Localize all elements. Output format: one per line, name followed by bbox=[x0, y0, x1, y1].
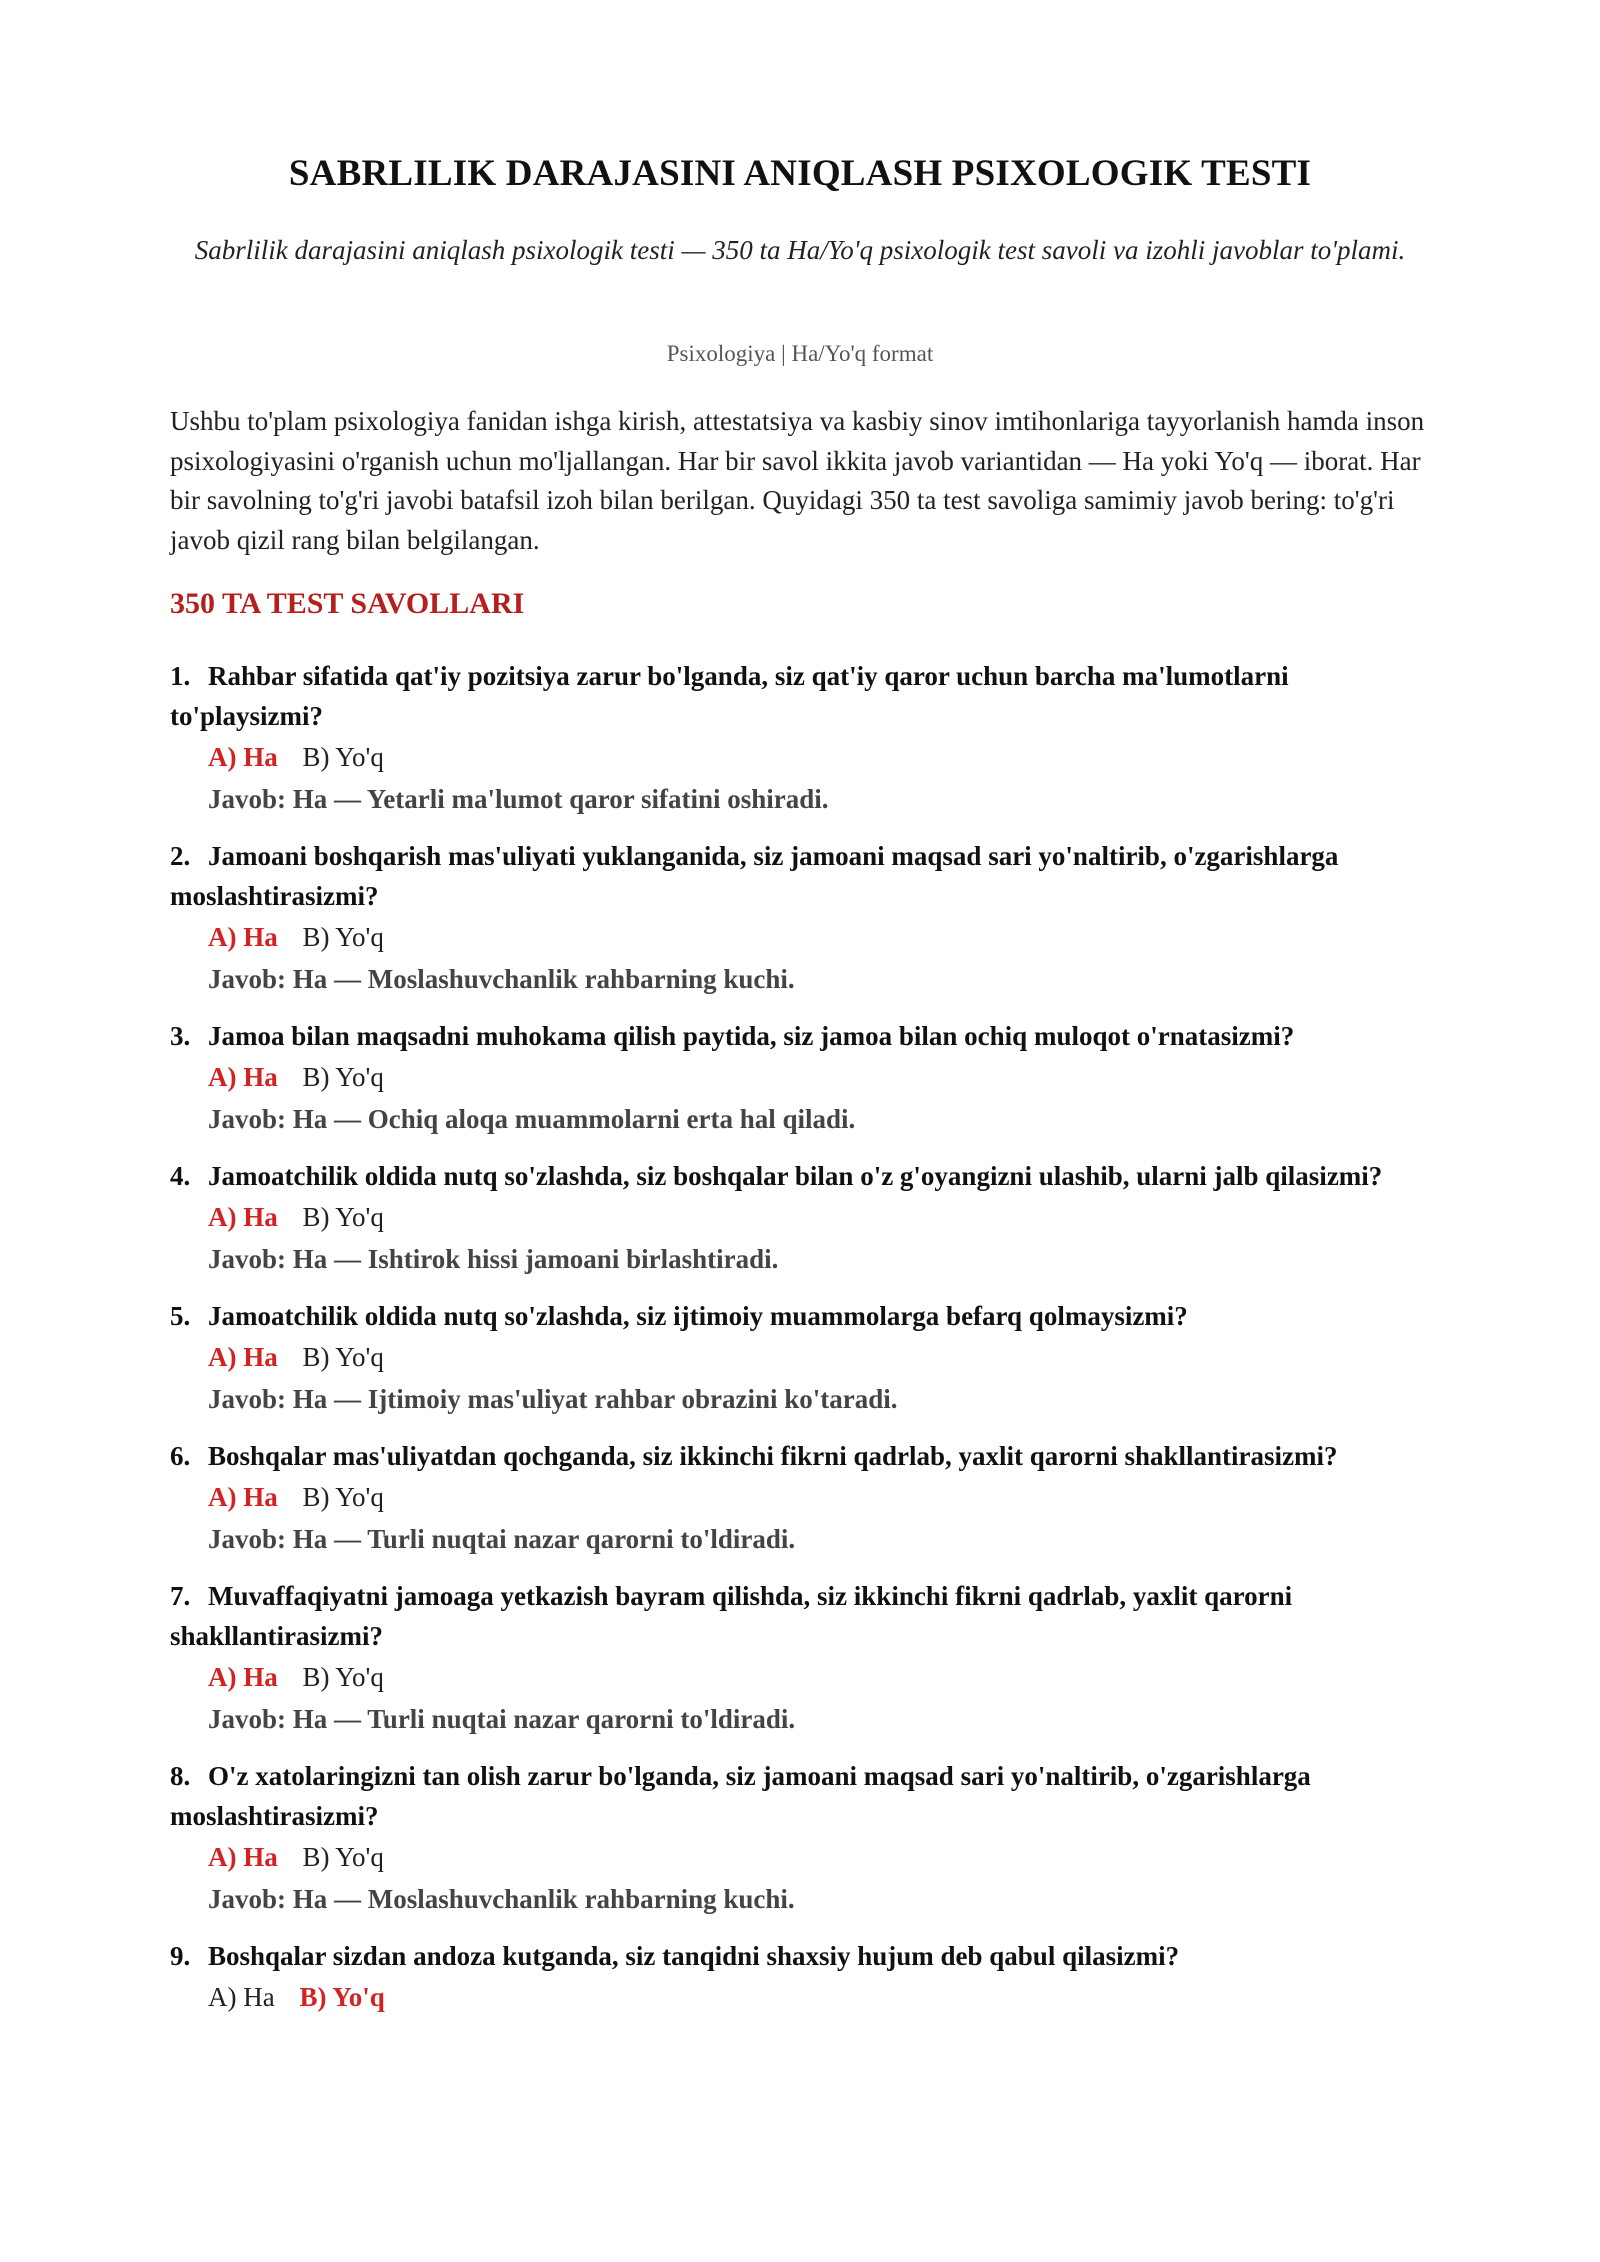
option-a[interactable]: A) Ha bbox=[208, 922, 278, 952]
question-text: Jamoani boshqarish mas'uliyati yuklanganida, siz jamoani maqsad sari yo'naltirib, o'zgarishlarga moslashtirasizmi? bbox=[170, 841, 1339, 911]
option-a[interactable]: A) Ha bbox=[208, 1662, 278, 1692]
option-b[interactable]: B) Yo'q bbox=[302, 1202, 384, 1232]
question-number: 4. bbox=[170, 1161, 191, 1191]
option-a[interactable]: A) Ha bbox=[208, 1842, 278, 1872]
question-number: 8. bbox=[170, 1761, 191, 1791]
question-item bbox=[170, 1436, 1440, 1560]
option-b[interactable]: B) Yo'q bbox=[302, 1662, 384, 1692]
option-b[interactable]: B) Yo'q bbox=[302, 1342, 384, 1372]
answer-explanation: Javob: Ha — Ishtirok hissi jamoani birlashtiradi. bbox=[208, 1244, 779, 1274]
option-a[interactable]: A) Ha bbox=[208, 1342, 278, 1372]
question-number: 5. bbox=[170, 1301, 191, 1331]
question-list bbox=[170, 656, 1440, 2034]
question-text: Muvaffaqiyatni jamoaga yetkazish bayram qilishda, siz ikkinchi fikrni qadrlab, yaxlit qarorni shakllantirasizmi? bbox=[170, 1581, 1293, 1651]
option-a[interactable]: A) Ha bbox=[208, 1982, 275, 2012]
answer-explanation: Javob: Ha — Turli nuqtai nazar qarorni to'ldiradi. bbox=[208, 1524, 796, 1554]
answer-explanation: Javob: Ha — Ochiq aloqa muammolarni erta hal qiladi. bbox=[208, 1104, 856, 1134]
answer-options bbox=[208, 1476, 1440, 1518]
question-text: Jamoa bilan maqsadni muhokama qilish paytida, siz jamoa bilan ochiq muloqot o'rnatasizmi? bbox=[208, 1021, 1295, 1051]
question-item bbox=[170, 1016, 1440, 1140]
intro-paragraph: Ushbu to'plam psixologiya fanidan ishga kirish, attestatsiya va kasbiy sinov imtihonlariga tayyorlanish hamda inson psixologiyasini o'rganish uchun mo'ljallangan. Har bir savol ikkita javob variantidan — Ha yoki Yo'q — iborat. Har bir savolning to'g'ri javobi batafsil izoh bilan berilgan. Quyidagi 350 ta test savoliga samimiy javob bering: to'g'ri javob qizil rang bilan belgilangan. bbox=[170, 406, 1425, 555]
answer-options bbox=[208, 916, 1440, 958]
option-a[interactable]: A) Ha bbox=[208, 742, 278, 772]
answer-options bbox=[208, 1056, 1440, 1098]
section-heading: 350 TA TEST SAVOLLARI bbox=[170, 587, 525, 620]
question-item bbox=[170, 656, 1440, 820]
option-b[interactable]: B) Yo'q bbox=[302, 742, 384, 772]
option-a[interactable]: A) Ha bbox=[208, 1202, 278, 1232]
question-number: 3. bbox=[170, 1021, 191, 1051]
answer-options bbox=[208, 736, 1440, 778]
question-number: 2. bbox=[170, 841, 191, 871]
document-title: SABRLILIK DARAJASINI ANIQLASH PSIXOLOGIK TESTI bbox=[288, 153, 1312, 194]
answer-options bbox=[208, 1976, 1440, 2018]
question-text: Boshqalar sizdan andoza kutganda, siz tanqidni shaxsiy hujum deb qabul qilasizmi? bbox=[208, 1941, 1180, 1971]
question-item bbox=[170, 1576, 1440, 1740]
option-b[interactable]: B) Yo'q bbox=[302, 1482, 384, 1512]
question-item bbox=[170, 1756, 1440, 1920]
answer-explanation: Javob: Ha — Yetarli ma'lumot qaror sifatini oshiradi. bbox=[208, 784, 829, 814]
question-text: Boshqalar mas'uliyatdan qochganda, siz ikkinchi fikrni qadrlab, yaxlit qarorni shakllantirasizmi? bbox=[208, 1441, 1338, 1471]
answer-explanation: Javob: Ha — Turli nuqtai nazar qarorni to'ldiradi. bbox=[208, 1704, 796, 1734]
answer-options bbox=[208, 1196, 1440, 1238]
question-text: Jamoatchilik oldida nutq so'zlashda, siz boshqalar bilan o'z g'oyangizni ulashib, ularni jalb qilasizmi? bbox=[208, 1161, 1383, 1191]
option-a[interactable]: A) Ha bbox=[208, 1062, 278, 1092]
option-b[interactable]: B) Yo'q bbox=[299, 1982, 385, 2012]
document-category: Psixologiya | Ha/Yo'q format bbox=[666, 341, 934, 366]
question-number: 7. bbox=[170, 1581, 191, 1611]
option-a[interactable]: A) Ha bbox=[208, 1482, 278, 1512]
answer-explanation: Javob: Ha — Moslashuvchanlik rahbarning kuchi. bbox=[208, 964, 795, 994]
question-number: 6. bbox=[170, 1441, 191, 1471]
question-number: 1. bbox=[170, 661, 191, 691]
question-number: 9. bbox=[170, 1941, 191, 1971]
document-subtitle: Sabrlilik darajasini aniqlash psixologik testi — 350 ta Ha/Yo'q psixologik test savoli va izohli javoblar to'plami. bbox=[194, 235, 1406, 265]
answer-options bbox=[208, 1836, 1440, 1878]
option-b[interactable]: B) Yo'q bbox=[302, 1062, 384, 1092]
option-b[interactable]: B) Yo'q bbox=[302, 922, 384, 952]
question-item bbox=[170, 1296, 1440, 1420]
question-text: Jamoatchilik oldida nutq so'zlashda, siz ijtimoiy muammolarga befarq qolmaysizmi? bbox=[208, 1301, 1188, 1331]
question-item bbox=[170, 1156, 1440, 1280]
question-text: Rahbar sifatida qat'iy pozitsiya zarur bo'lganda, siz qat'iy qaror uchun barcha ma'lumotlarni to'playsizmi? bbox=[170, 661, 1289, 731]
answer-options bbox=[208, 1656, 1440, 1698]
option-b[interactable]: B) Yo'q bbox=[302, 1842, 384, 1872]
question-text: O'z xatolaringizni tan olish zarur bo'lganda, siz jamoani maqsad sari yo'naltirib, o'zgarishlarga moslashtirasizmi? bbox=[170, 1761, 1311, 1831]
answer-explanation: Javob: Ha — Moslashuvchanlik rahbarning kuchi. bbox=[208, 1884, 795, 1914]
question-item bbox=[170, 1936, 1440, 2018]
answer-options bbox=[208, 1336, 1440, 1378]
question-item bbox=[170, 836, 1440, 1000]
answer-explanation: Javob: Ha — Ijtimoiy mas'uliyat rahbar obrazini ko'taradi. bbox=[208, 1384, 898, 1414]
